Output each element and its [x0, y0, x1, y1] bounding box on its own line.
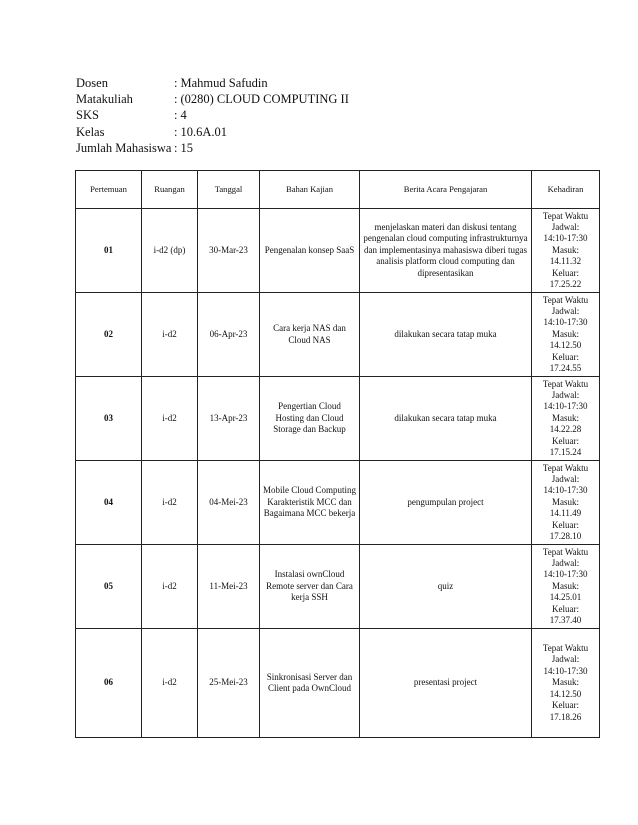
separator: : — [174, 92, 178, 107]
masuk-label: Masuk: — [552, 328, 579, 339]
column-header-pertemuan: Pertemuan — [76, 171, 142, 209]
pertemuan-cell: 04 — [76, 461, 142, 545]
masuk-value: 14.22.28 — [549, 424, 582, 435]
kehadiran-cell — [532, 377, 600, 461]
jumlah-mahasiswa-value: 15 — [180, 140, 193, 155]
status-label: Tepat Waktu — [542, 294, 589, 305]
berita-acara-table — [75, 170, 600, 738]
dosen-row — [76, 75, 349, 91]
berita-acara-cell: pengumpulan project — [360, 461, 532, 545]
status-label: Tepat Waktu — [542, 210, 589, 221]
kehadiran-cell — [532, 461, 600, 545]
kelas-value: 10.6A.01 — [180, 124, 228, 139]
pertemuan-cell: 01 — [76, 209, 142, 293]
table-row — [76, 545, 600, 629]
kelas-label: Kelas — [76, 124, 105, 139]
bahan-kajian-cell: Pengertian Cloud Hosting dan Cloud Storage dan Backup — [260, 377, 360, 461]
status-label: Tepat Waktu — [542, 546, 589, 557]
jadwal-value: 14:10-17:30 — [543, 665, 588, 676]
bahan-kajian-cell: Sinkronisasi Server dan Client pada OwnCloud — [260, 629, 360, 738]
masuk-label: Masuk: — [552, 412, 579, 423]
column-header-kehadiran: Kehadiran — [532, 171, 600, 209]
jadwal-label: Jadwal: — [551, 473, 580, 484]
ruangan-cell: i-d2 (dp) — [142, 209, 198, 293]
keluar-value: 17.24.55 — [549, 363, 582, 374]
separator: : — [174, 76, 178, 90]
jadwal-value: 14:10-17:30 — [543, 233, 588, 244]
table-header-row — [76, 171, 600, 209]
bahan-kajian-cell: Instalasi ownCloud Remote server dan Cara kerja SSH — [260, 545, 360, 629]
kelas-row — [76, 124, 349, 140]
document-header — [76, 75, 349, 156]
masuk-value: 14.25.01 — [549, 592, 582, 603]
pertemuan-cell: 02 — [76, 293, 142, 377]
tanggal-cell: 06-Apr-23 — [198, 293, 260, 377]
jumlah-mahasiswa-label: Jumlah Mahasiswa — [76, 140, 172, 155]
pertemuan-cell: 06 — [76, 629, 142, 738]
masuk-label: Masuk: — [552, 580, 579, 591]
status-label: Tepat Waktu — [542, 462, 589, 473]
masuk-value: 14.12.50 — [549, 340, 582, 351]
keluar-label: Keluar: — [552, 603, 579, 614]
keluar-value: 17.18.26 — [549, 711, 582, 722]
keluar-label: Keluar: — [552, 351, 579, 362]
ruangan-cell: i-d2 — [142, 461, 198, 545]
matakuliah-value: (0280) CLOUD COMPUTING II — [180, 92, 349, 107]
matakuliah-label: Matakuliah — [76, 92, 133, 107]
status-label: Tepat Waktu — [542, 643, 589, 654]
keluar-value: 17.28.10 — [549, 531, 582, 542]
berita-acara-cell: dilakukan secara tatap muka — [360, 293, 532, 377]
berita-acara-cell: presentasi project — [360, 629, 532, 738]
jadwal-label: Jadwal: — [551, 221, 580, 232]
masuk-label: Masuk: — [552, 496, 579, 507]
tanggal-cell: 13-Apr-23 — [198, 377, 260, 461]
jadwal-label: Jadwal: — [551, 305, 580, 316]
jadwal-label: Jadwal: — [551, 557, 580, 568]
masuk-value: 14.11.32 — [549, 256, 582, 267]
tanggal-cell: 25-Mei-23 — [198, 629, 260, 738]
bahan-kajian-cell: Cara kerja NAS dan Cloud NAS — [260, 293, 360, 377]
kehadiran-cell — [532, 293, 600, 377]
separator: : — [174, 140, 178, 155]
ruangan-cell: i-d2 — [142, 293, 198, 377]
masuk-label: Masuk: — [552, 677, 579, 688]
tanggal-cell: 30-Mar-23 — [198, 209, 260, 293]
sks-row — [76, 107, 349, 123]
jadwal-value: 14:10-17:30 — [543, 485, 588, 496]
keluar-label: Keluar: — [552, 519, 579, 530]
separator: : — [174, 124, 178, 139]
dosen-label: Dosen — [76, 76, 108, 90]
keluar-label: Keluar: — [552, 267, 579, 278]
tanggal-cell: 04-Mei-23 — [198, 461, 260, 545]
keluar-label: Keluar: — [552, 700, 579, 711]
kehadiran-cell — [532, 209, 600, 293]
table-row — [76, 293, 600, 377]
jumlah-mahasiswa-row — [76, 140, 349, 156]
jadwal-value: 14:10-17:30 — [543, 569, 588, 580]
berita-acara-cell: dilakukan secara tatap muka — [360, 377, 532, 461]
jadwal-value: 14:10-17:30 — [543, 401, 588, 412]
status-label: Tepat Waktu — [542, 378, 589, 389]
pertemuan-cell: 03 — [76, 377, 142, 461]
table-row — [76, 461, 600, 545]
column-header-ruangan: Ruangan — [142, 171, 198, 209]
dosen-value: Mahmud Safudin — [180, 76, 268, 90]
jadwal-value: 14:10-17:30 — [543, 317, 588, 328]
ruangan-cell: i-d2 — [142, 545, 198, 629]
berita-acara-cell: menjelaskan materi dan diskusi tentang pengenalan cloud computing infrastrukturnya dan implementasinya mahasiswa diberi tugas analisis platform cloud computing dan dipresentasikan — [360, 209, 532, 293]
pertemuan-cell: 05 — [76, 545, 142, 629]
table-row — [76, 209, 600, 293]
masuk-value: 14.12.50 — [549, 688, 582, 699]
sks-value: 4 — [180, 108, 187, 123]
column-header-tanggal: Tanggal — [198, 171, 260, 209]
bahan-kajian-cell: Mobile Cloud Computing Karakteristik MCC dan Bagaimana MCC bekerja — [260, 461, 360, 545]
masuk-label: Masuk: — [552, 244, 579, 255]
ruangan-cell: i-d2 — [142, 629, 198, 738]
jadwal-label: Jadwal: — [551, 389, 580, 400]
kehadiran-cell — [532, 629, 600, 738]
berita-acara-cell: quiz — [360, 545, 532, 629]
tanggal-cell: 11-Mei-23 — [198, 545, 260, 629]
ruangan-cell: i-d2 — [142, 377, 198, 461]
separator: : — [174, 108, 178, 123]
masuk-value: 14.11.49 — [549, 508, 582, 519]
keluar-value: 17.37.40 — [549, 615, 582, 626]
sks-label: SKS — [76, 108, 99, 123]
table-row — [76, 377, 600, 461]
column-header-berita-acara: Berita Acara Pengajaran — [360, 171, 532, 209]
column-header-bahan-kajian: Bahan Kajian — [260, 171, 360, 209]
table-row — [76, 629, 600, 738]
bahan-kajian-cell: Pengenalan konsep SaaS — [260, 209, 360, 293]
matakuliah-row — [76, 91, 349, 107]
keluar-label: Keluar: — [552, 435, 579, 446]
keluar-value: 17.15.24 — [549, 447, 582, 458]
kehadiran-cell — [532, 545, 600, 629]
keluar-value: 17.25.22 — [549, 279, 582, 290]
jadwal-label: Jadwal: — [551, 654, 580, 665]
